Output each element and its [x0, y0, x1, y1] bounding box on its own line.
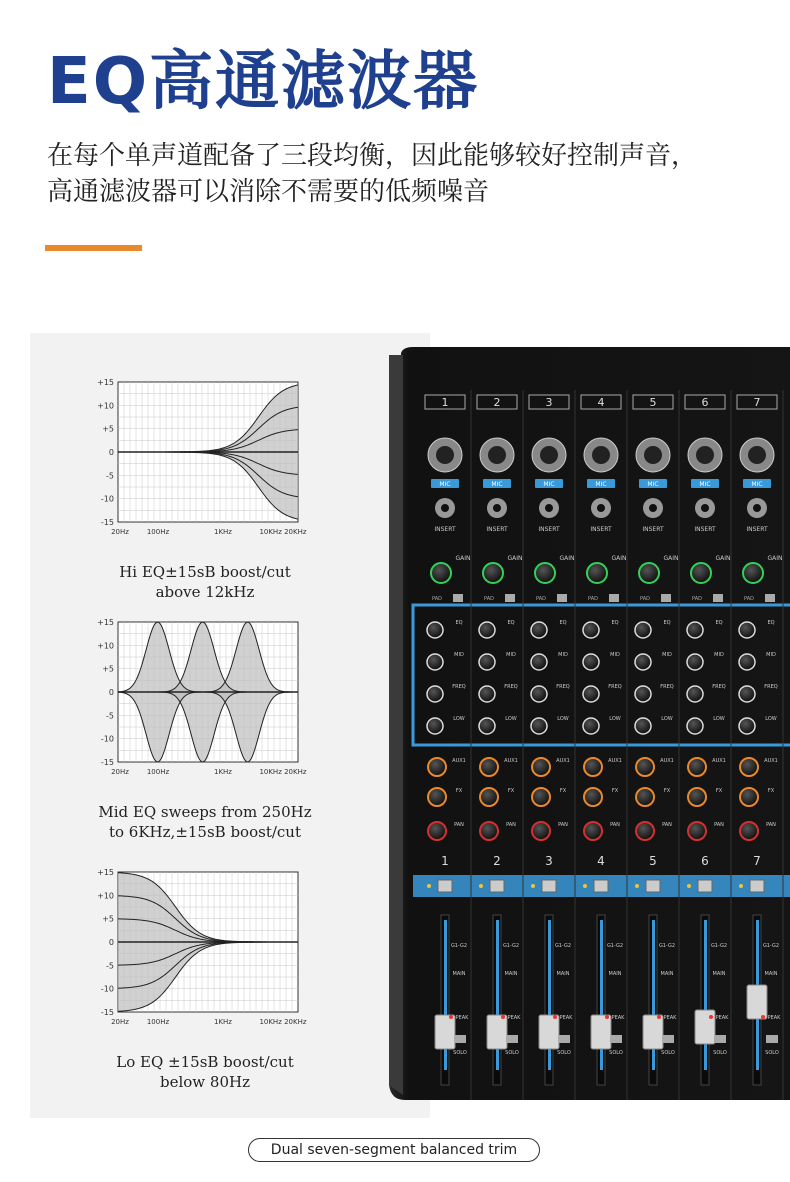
lo-eq-caption-line-2: below 80Hz	[160, 1073, 250, 1091]
send-knob-label: AUX1	[764, 758, 778, 764]
send-knob	[740, 788, 758, 806]
eq-knob	[427, 686, 443, 702]
description-line-1: 在每个单声道配备了三段均衡，因此能够较好控制声音，	[47, 141, 698, 171]
solo-label: SOLO	[765, 1050, 779, 1056]
pad-button	[765, 594, 775, 602]
send-knob	[428, 788, 446, 806]
pad-label: PAD	[536, 596, 546, 602]
insert-label: INSERT	[538, 526, 560, 533]
gain-knob	[743, 563, 763, 583]
insert-label: INSERT	[642, 526, 664, 533]
eq-knob-label: MID	[766, 652, 776, 658]
send-knob	[584, 758, 602, 776]
peak-led	[761, 1015, 765, 1019]
solo-button	[714, 1035, 726, 1043]
solo-label: SOLO	[505, 1050, 519, 1056]
x-tick-label: 1KHz	[214, 768, 232, 776]
solo-label: SOLO	[557, 1050, 571, 1056]
send-knob	[480, 788, 498, 806]
send-knob	[740, 822, 758, 840]
mic-label: MIC	[491, 481, 503, 488]
solo-label: SOLO	[609, 1050, 623, 1056]
eq-knob	[739, 718, 755, 734]
solo-label: SOLO	[453, 1050, 467, 1056]
gain-label: GAIN	[455, 555, 471, 562]
channel-number-lower: 5	[649, 854, 657, 868]
mic-label: MIC	[751, 481, 763, 488]
mute-led	[479, 884, 483, 888]
send-knob-label: AUX1	[452, 758, 466, 764]
eq-knob	[531, 686, 547, 702]
eq-knob-label: LOW	[557, 716, 569, 722]
insert-label: INSERT	[746, 526, 768, 533]
y-tick-label: -15	[100, 518, 114, 527]
group-label: G1-G2	[502, 943, 520, 949]
peak-label: PEAK	[663, 1015, 677, 1021]
xlr-hole	[592, 446, 610, 464]
peak-led	[501, 1015, 505, 1019]
x-tick-label: 10KHz 20KHz	[259, 768, 307, 776]
gain-knob	[587, 563, 607, 583]
mute-button	[750, 880, 764, 892]
eq-knob-label: FREQ	[452, 684, 466, 690]
fader-cap	[747, 985, 767, 1019]
y-tick-label: +10	[97, 401, 114, 411]
solo-button	[454, 1035, 466, 1043]
eq-knob	[739, 654, 755, 670]
mic-label: MIC	[647, 481, 659, 488]
page-title: EQ高通滤波器	[47, 45, 480, 119]
peak-led	[605, 1015, 609, 1019]
mute-led	[739, 884, 743, 888]
pad-label: PAD	[432, 596, 442, 602]
x-tick-label: 1KHz	[214, 528, 232, 536]
mute-led	[531, 884, 535, 888]
hi-eq-caption	[70, 562, 340, 602]
eq-knob	[583, 622, 599, 638]
insert-hole	[753, 504, 761, 512]
mic-label: MIC	[595, 481, 607, 488]
y-tick-label: -10	[100, 984, 114, 994]
y-tick-label: +5	[102, 664, 114, 674]
xlr-hole	[644, 446, 662, 464]
peak-label: PEAK	[559, 1015, 573, 1021]
channel-number: 2	[493, 396, 501, 409]
channel-number-lower: 4	[597, 854, 605, 868]
solo-button	[506, 1035, 518, 1043]
hi-eq-caption-line-1: Hi EQ±15sB boost/cut	[119, 563, 291, 581]
send-knob	[532, 758, 550, 776]
eq-knob	[687, 686, 703, 702]
y-tick-label: -15	[100, 758, 114, 767]
eq-knob	[635, 718, 651, 734]
eq-knob-label: FREQ	[660, 684, 674, 690]
send-knob	[688, 788, 706, 806]
main-label: MAIN	[556, 971, 570, 977]
send-knob-label: FX	[767, 788, 775, 794]
fader-cap	[435, 1015, 455, 1049]
send-knob-label: PAN	[454, 822, 464, 828]
channel-number-lower: 3	[545, 854, 553, 868]
send-knob	[532, 822, 550, 840]
eq-knob-label: EQ	[559, 620, 567, 626]
fader-cap	[539, 1015, 559, 1049]
x-tick-label: 10KHz 20KHz	[259, 528, 307, 536]
mic-label: MIC	[699, 481, 711, 488]
lo-eq-caption-line-1: Lo EQ ±15sB boost/cut	[116, 1053, 294, 1071]
fader-cap	[591, 1015, 611, 1049]
peak-label: PEAK	[767, 1015, 781, 1021]
peak-led	[553, 1015, 557, 1019]
mid-eq-caption	[70, 802, 340, 842]
mute-led	[687, 884, 691, 888]
accent-bar	[45, 245, 142, 251]
eq-knob-label: LOW	[765, 716, 777, 722]
mute-led	[635, 884, 639, 888]
pad-label: PAD	[484, 596, 494, 602]
fader-cap	[487, 1015, 507, 1049]
send-knob-label: FX	[611, 788, 619, 794]
eq-knob	[427, 622, 443, 638]
mute-button	[542, 880, 556, 892]
solo-button	[558, 1035, 570, 1043]
insert-hole	[597, 504, 605, 512]
group-label: G1-G2	[606, 943, 624, 949]
solo-label: SOLO	[713, 1050, 727, 1056]
hi-eq-graph	[80, 372, 320, 547]
eq-knob-label: MID	[558, 652, 568, 658]
channel-number: 5	[649, 396, 657, 409]
main-label: MAIN	[504, 971, 518, 977]
peak-label: PEAK	[715, 1015, 729, 1021]
eq-knob-label: LOW	[609, 716, 621, 722]
group-label: G1-G2	[658, 943, 676, 949]
x-tick-label: 100Hz	[146, 768, 170, 776]
eq-knob-label: MID	[662, 652, 672, 658]
eq-knob	[739, 622, 755, 638]
eq-knob-label: FREQ	[608, 684, 622, 690]
insert-hole	[545, 504, 553, 512]
gain-knob	[691, 563, 711, 583]
mute-button	[646, 880, 660, 892]
mute-button	[594, 880, 608, 892]
gain-knob	[535, 563, 555, 583]
insert-hole	[701, 504, 709, 512]
pad-button	[505, 594, 515, 602]
peak-label: PEAK	[455, 1015, 469, 1021]
eq-knob	[687, 622, 703, 638]
eq-knob	[635, 622, 651, 638]
mid-eq-graph	[80, 612, 320, 787]
y-tick-label: -15	[100, 1008, 114, 1017]
peak-label: PEAK	[611, 1015, 625, 1021]
send-knob	[688, 758, 706, 776]
insert-label: INSERT	[486, 526, 508, 533]
peak-led	[657, 1015, 661, 1019]
send-knob	[428, 822, 446, 840]
y-tick-label: -5	[106, 471, 114, 481]
xlr-hole	[696, 446, 714, 464]
eq-knob	[479, 622, 495, 638]
eq-knob-label: LOW	[505, 716, 517, 722]
main-label: MAIN	[764, 971, 778, 977]
y-tick-label: 0	[108, 688, 114, 697]
fader-cap	[695, 1010, 715, 1044]
eq-knob	[635, 686, 651, 702]
send-knob	[532, 788, 550, 806]
eq-knob-label: LOW	[453, 716, 465, 722]
mic-label: MIC	[439, 481, 451, 488]
eq-knob-label: MID	[714, 652, 724, 658]
x-tick-label: 100Hz	[146, 1018, 170, 1026]
y-tick-label: +5	[102, 914, 114, 924]
eq-knob-label: LOW	[713, 716, 725, 722]
send-knob-label: PAN	[506, 822, 516, 828]
eq-knob	[479, 654, 495, 670]
eq-knob-label: FREQ	[556, 684, 570, 690]
send-knob-label: AUX1	[556, 758, 570, 764]
x-tick-label: 100Hz	[146, 528, 170, 536]
xlr-hole	[436, 446, 454, 464]
channel-number: 4	[597, 396, 605, 409]
send-knob	[636, 822, 654, 840]
mid-eq-caption-line-2: to 6KHz,±15sB boost/cut	[108, 823, 301, 841]
send-knob-label: FX	[663, 788, 671, 794]
gain-label: GAIN	[559, 555, 575, 562]
insert-label: INSERT	[590, 526, 612, 533]
gain-knob	[639, 563, 659, 583]
send-knob-label: PAN	[766, 822, 776, 828]
eq-knob	[583, 686, 599, 702]
fader-scale	[704, 920, 707, 1070]
xlr-hole	[488, 446, 506, 464]
eq-knob-label: FREQ	[504, 684, 518, 690]
channel-number-lower: 7	[753, 854, 761, 868]
send-knob-label: FX	[507, 788, 515, 794]
hi-eq-caption-line-2: above 12kHz	[155, 583, 255, 601]
eq-knob-label: FREQ	[764, 684, 778, 690]
eq-knob	[479, 718, 495, 734]
gain-knob	[431, 563, 451, 583]
channel-number-lower: 1	[441, 854, 449, 868]
gain-label: GAIN	[767, 555, 783, 562]
y-tick-label: +5	[102, 424, 114, 434]
channel-number: 3	[545, 396, 553, 409]
group-label: G1-G2	[450, 943, 468, 949]
y-tick-label: +15	[97, 868, 114, 877]
eq-knob	[687, 654, 703, 670]
pad-button	[713, 594, 723, 602]
pad-label: PAD	[692, 596, 702, 602]
gain-label: GAIN	[611, 555, 627, 562]
send-knob	[636, 788, 654, 806]
eq-knob-label: MID	[454, 652, 464, 658]
description	[47, 138, 767, 210]
send-knob-label: AUX1	[504, 758, 518, 764]
description-line-2: 高通滤波器可以消除不需要的低频噪音	[47, 177, 490, 207]
send-knob	[584, 788, 602, 806]
send-knob	[428, 758, 446, 776]
mid-eq-caption-line-1: Mid EQ sweeps from 250Hz	[98, 803, 312, 821]
insert-hole	[493, 504, 501, 512]
channel-number: 6	[701, 396, 709, 409]
solo-label: SOLO	[661, 1050, 675, 1056]
main-label: MAIN	[608, 971, 622, 977]
xlr-hole	[540, 446, 558, 464]
x-tick-label: 10KHz 20KHz	[259, 1018, 307, 1026]
send-knob	[480, 822, 498, 840]
channel-number-lower: 6	[701, 854, 709, 868]
send-knob-label: PAN	[610, 822, 620, 828]
send-knob	[688, 822, 706, 840]
pad-button	[609, 594, 619, 602]
eq-knob	[635, 654, 651, 670]
eq-knob	[583, 654, 599, 670]
send-knob-label: FX	[559, 788, 567, 794]
group-label: G1-G2	[710, 943, 728, 949]
eq-knob	[427, 654, 443, 670]
eq-knob-label: EQ	[715, 620, 723, 626]
channel-number-lower: 2	[493, 854, 501, 868]
send-knob	[584, 822, 602, 840]
y-tick-label: +10	[97, 641, 114, 651]
solo-button	[766, 1035, 778, 1043]
eq-knob-label: EQ	[767, 620, 775, 626]
pad-button	[453, 594, 463, 602]
y-tick-label: 0	[108, 448, 114, 457]
eq-knob-label: LOW	[661, 716, 673, 722]
send-knob-label: PAN	[714, 822, 724, 828]
eq-knob	[583, 718, 599, 734]
main-label: MAIN	[712, 971, 726, 977]
x-tick-label: 20Hz	[111, 1018, 129, 1026]
lo-eq-caption	[70, 1052, 340, 1092]
eq-knob	[531, 622, 547, 638]
eq-knob-label: EQ	[663, 620, 671, 626]
send-knob-label: PAN	[558, 822, 568, 828]
insert-label: INSERT	[434, 526, 456, 533]
group-label: G1-G2	[554, 943, 572, 949]
main-label: MAIN	[452, 971, 466, 977]
x-tick-label: 20Hz	[111, 768, 129, 776]
send-knob	[636, 758, 654, 776]
eq-knob	[531, 718, 547, 734]
y-tick-label: +15	[97, 378, 114, 387]
fader-cap	[643, 1015, 663, 1049]
solo-button	[662, 1035, 674, 1043]
channel-number: 7	[753, 396, 761, 409]
pad-label: PAD	[640, 596, 650, 602]
eq-knob	[479, 686, 495, 702]
eq-knob-label: FREQ	[712, 684, 726, 690]
insert-hole	[441, 504, 449, 512]
pad-button	[661, 594, 671, 602]
mic-label: MIC	[543, 481, 555, 488]
eq-knob	[739, 686, 755, 702]
send-knob-label: AUX1	[660, 758, 674, 764]
send-knob-label: FX	[455, 788, 463, 794]
gain-label: GAIN	[715, 555, 731, 562]
send-knob-label: AUX1	[712, 758, 726, 764]
mixer-console-image	[383, 345, 790, 1105]
main-label: MAIN	[660, 971, 674, 977]
mute-led	[583, 884, 587, 888]
pad-label: PAD	[588, 596, 598, 602]
y-tick-label: 0	[108, 938, 114, 947]
xlr-hole	[748, 446, 766, 464]
mute-button	[490, 880, 504, 892]
gain-knob	[483, 563, 503, 583]
insert-label: INSERT	[694, 526, 716, 533]
footer-caption: Dual seven-segment balanced trim	[248, 1138, 540, 1162]
eq-knob	[427, 718, 443, 734]
y-tick-label: -10	[100, 494, 114, 504]
send-knob-label: FX	[715, 788, 723, 794]
mute-led	[427, 884, 431, 888]
insert-hole	[649, 504, 657, 512]
pad-button	[557, 594, 567, 602]
send-knob	[480, 758, 498, 776]
eq-knob	[531, 654, 547, 670]
y-tick-label: -5	[106, 711, 114, 721]
y-tick-label: +10	[97, 891, 114, 901]
send-knob-label: PAN	[662, 822, 672, 828]
y-tick-label: -10	[100, 734, 114, 744]
y-tick-label: -5	[106, 961, 114, 971]
eq-knob-label: EQ	[611, 620, 619, 626]
mixer-side	[389, 355, 403, 1095]
eq-knob-label: MID	[610, 652, 620, 658]
channel-number: 1	[441, 396, 449, 409]
send-knob	[740, 758, 758, 776]
lo-eq-graph	[80, 862, 320, 1037]
solo-button	[610, 1035, 622, 1043]
eq-knob-label: MID	[506, 652, 516, 658]
x-tick-label: 1KHz	[214, 1018, 232, 1026]
send-knob-label: AUX1	[608, 758, 622, 764]
group-label: G1-G2	[762, 943, 780, 949]
x-tick-label: 20Hz	[111, 528, 129, 536]
y-tick-label: +15	[97, 618, 114, 627]
mute-button	[438, 880, 452, 892]
eq-knob-label: EQ	[455, 620, 463, 626]
peak-label: PEAK	[507, 1015, 521, 1021]
mute-button	[698, 880, 712, 892]
pad-label: PAD	[744, 596, 754, 602]
gain-label: GAIN	[507, 555, 523, 562]
gain-label: GAIN	[663, 555, 679, 562]
peak-led	[709, 1015, 713, 1019]
eq-knob-label: EQ	[507, 620, 515, 626]
eq-knob	[687, 718, 703, 734]
peak-led	[449, 1015, 453, 1019]
